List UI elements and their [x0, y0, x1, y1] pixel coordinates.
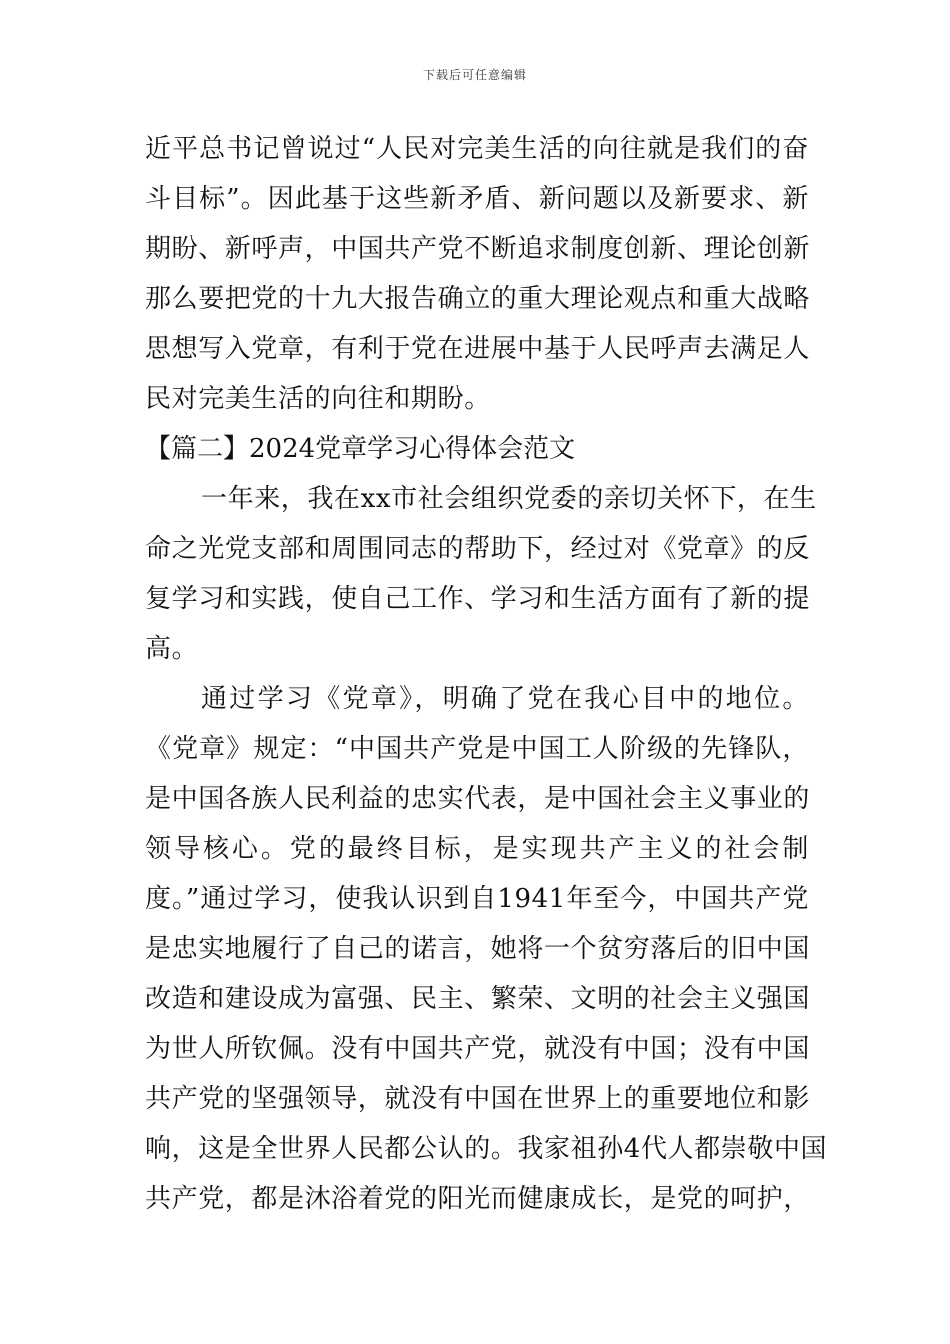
text-line: 为世人所钦佩。没有中国共产党，就没有中国；没有中国 [145, 1034, 811, 1064]
text-line: 通过学习《党章》，明确了党在我心目中的地位。 [201, 684, 809, 714]
text-line: 响，这是全世界人民都公认的。我家祖孙4代人都崇敬中国 [145, 1134, 828, 1164]
text-line: 斗目标”。因此基于这些新矛盾、新问题以及新要求、新 [145, 184, 809, 214]
section-heading: 【篇二】2024党章学习心得体会范文 [145, 434, 576, 464]
text-line: 民对完美生活的向往和期盼。 [145, 384, 491, 414]
text-line: 《党章》规定：“中国共产党是中国工人阶级的先锋队， [145, 734, 809, 764]
text-line: 领导核心。党的最终目标，是实现共产主义的社会制 [145, 834, 809, 864]
text-line: 思想写入党章，有利于党在进展中基于人民呼声去满足人 [145, 334, 811, 364]
text-line: 共产党的坚强领导，就没有中国在世界上的重要地位和影 [145, 1084, 811, 1114]
text-line: 期盼、新呼声，中国共产党不断追求制度创新、理论创新 [145, 234, 811, 264]
text-line: 一年来，我在xx市社会组织党委的亲切关怀下，在生 [201, 484, 817, 514]
page-header-note: 下载后可任意编辑 [422, 68, 527, 82]
text-line: 改造和建设成为富强、民主、繁荣、文明的社会主义强国 [145, 984, 811, 1014]
text-line: 高。 [145, 634, 199, 664]
text-line: 共产党，都是沐浴着党的阳光而健康成长，是党的呵护， [145, 1184, 811, 1214]
text-line: 那么要把党的十九大报告确立的重大理论观点和重大战略 [145, 284, 811, 314]
text-line: 是忠实地履行了自己的诺言，她将一个贫穷落后的旧中国 [145, 934, 811, 964]
text-line: 度。”通过学习，使我认识到自1941年至今，中国共产党 [145, 884, 809, 914]
document-body [145, 124, 828, 1224]
text-line: 命之光党支部和周围同志的帮助下，经过对《党章》的反 [145, 534, 811, 564]
text-line: 是中国各族人民利益的忠实代表，是中国社会主义事业的 [145, 784, 811, 814]
text-line: 近平总书记曾说过“人民对完美生活的向往就是我们的奋 [145, 134, 809, 164]
text-line: 复学习和实践，使自己工作、学习和生活方面有了新的提 [145, 584, 811, 614]
